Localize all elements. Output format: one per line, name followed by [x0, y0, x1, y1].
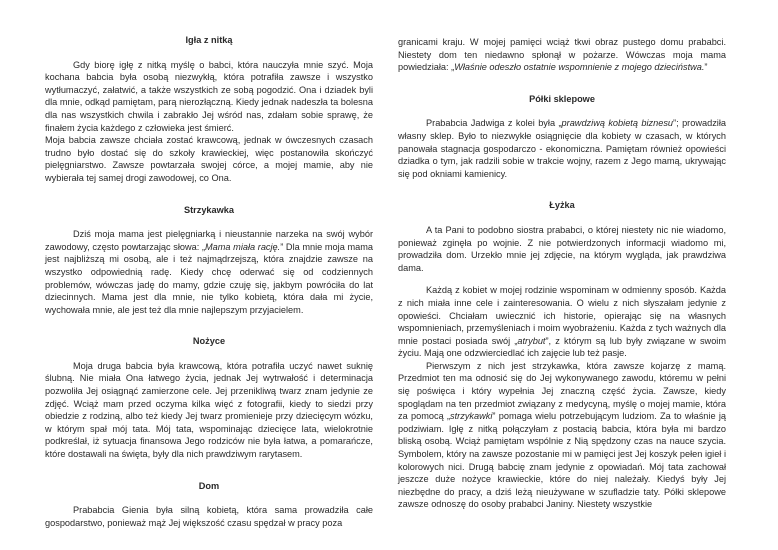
paragraph: Moja druga babcia była krawcową, która potrafiła uczyć nawet suknię ślubną. Nie miała Ona łatwego życia, jednak Jej wytrwałość i determinacja pozwoliła Jej osiągnąć zamierzone cele. Jej przenikliwą twarz znam jedynie ze zdjęć. Wciąż mam przed oczyma kilka więć z fotografii, kiedy to siedzi przy obiedzie z rodziną, albo też kiedy Jej twarz promienieje przy dziecięcym wózku, w którym spał mój tata. Mój tata, wspominając dziecięce lata, wielokrotnie podkreślał, iż sytuacja finansowa Jego rodziców nie była łatwa, a pomarańcze, które dostawali na święta, były dla nich prawdziwym rarytasem.: [45, 360, 373, 460]
paragraph: Pierwszym z nich jest strzykawka, która zawsze kojarzę z mamą. Przedmiot ten ma odnosić się do Jej wykonywanego zawodu, któremu w pełni się poświęca i który wypełnia Jej znaczną część życia. Zawsze, kiedy spoglądam na ten przedmiot związany z medycyną, myślę o mojej mamie, która za pomocą „strzykawki” pomaga wielu potrzebującym ludziom. Za to właśnie ją podziwiam. Igłę z nitką połączyłam z postacią babcia, która była mi bardzo bliską osobą. Wciąż pamiętam wspólnie z Nią spędzony czas na nauce szycia. Symbolem, który na zawsze pozostanie mi w pamięci jest Jej koszyk pełen igieł i kolorowych nici. Drugą babcię znam jedynie z opowiadań. Mój tata zachował jeszcze duże nożyce krawieckie, które do niej należały. Kiedyś były Jej niezbędne do pracy, a dziś leżą nieużywane w szufladzie taty. Półki sklepowe zawsze odnoszę do osoby prababci Janiny. Niestety wszystkie: [398, 360, 727, 510]
section-heading-igla: Igła z nitką: [185, 35, 233, 45]
paragraph: Każdą z kobiet w mojej rodzinie wspominam w odmienny sposób. Każda z nich miała inne cele i zainteresowania. O wielu z nich słyszałam jedynie z opowieści. Chciałam uwiecznić ich historie, opierając się na własnych wspomnieniach, przemyśleniach i moim wyobrażeniu. Każda z tych ważnych dla mnie postaci posiada swój „atrybut”, z którym są lub były związane w swoim życiu. Mają one odzwierciedlać ich zajęcie lub też pasje.: [398, 285, 726, 359]
section-heading-strzykawka: Strzykawka: [183, 204, 235, 215]
section-heading-lyzka: Łyżka: [549, 200, 575, 211]
section-heading-polki: Półki sklepowe: [529, 93, 595, 104]
quote: prawdziwą kobietą biznesu: [561, 118, 674, 129]
left-column: [45, 34, 373, 529]
quote: atrybut: [517, 335, 546, 346]
paragraph: granicami kraju. W mojej pamięci wciąż tkwi obraz pustego domu prababci. Niestety dom ten niedawno spłonął w pożarze. Wówczas moja mama powiedziała: „Właśnie odeszło ostatnie wspomnienie z mojego dzieciństwa.”: [398, 37, 726, 73]
paragraph: Gdy biorę igłę z nitką myślę o babci, która nauczyła mnie szyć. Moja kochana babcia była osobą niezwykłą, która potrafiła zawsze i wszystko wytłumaczyć, załatwić, a także wszystkich ze sobą pogodzić. Ona i dziadek byli dla mnie, odkąd pamiętam, parą nierozłączną. Kiedy jednak nadeszła ta bolesna dla nas wszystkich chwila i zabrakło Jej wśród nas, zdałam sobie sprawę, że finałem życia każdego z człowieka jest śmierć.: [45, 59, 373, 133]
quote: strzykawki: [450, 411, 493, 422]
quote: Właśnie odeszło ostatnie wspomnienie z mojego dzieciństwa.: [454, 62, 705, 73]
paragraph: Dziś moja mama jest pielęgniarką i nieustannie narzeka na swój wybór zawodowy, często powtarzając słowa: „Mama miała rację.” Dla mnie moja mama jest najbliższą mi osobą, ale i też najmądrzejszą, która znajdzie zawsze na wszystko odpowiednią radę. Kiedy chcę oderwać się od codziennych problemów, wówczas jadę do mamy, gdzie czuję się, jakbym powróciła do lat dziecinnych. Mama jest dla mnie, nie tylko kobietą, która dała mi życie, wychowała mnie, ale jest też dla mnie najlepszym przyjacielem.: [45, 229, 373, 315]
paragraph: Prababcia Gienia była silną kobietą, która sama prowadziła całe gospodarstwo, ponieważ mąż Jej większość czasu spędzał w pracy poza: [45, 505, 373, 528]
section-heading-dom: Dom: [198, 480, 220, 491]
paragraph: Moja babcia zawsze chciała zostać krawcową, jednak w ówczesnych czasach trudno było dostać się do szkoły krawieckiej, więc postanowiła skończyć pielęgniarstwo. Zawsze powtarzała swojej córce, a mojej mamie, aby nie wybierała tej samej drogi zawodowej, co Ona.: [45, 135, 373, 183]
paragraph: Prababcia Jadwiga z kolei była „prawdziwą kobietą biznesu”; prowadziła własny sklep. Było to niezwykłe osiągnięcie dla kobiety w czasach, w których panowała stagnacja gospodarczo - ekonomiczna. Pamiętam również opowieści dziadka o tym, jak radzili sobie w trakcie wojny, razem z Jego mamą, ukrywając się pod okniami kamienicy.: [398, 118, 726, 179]
quote: Mama miała rację.: [205, 241, 281, 252]
paragraph: A ta Pani to podobno siostra prababci, o której niestety nic nie wiadomo, ponieważ zginęła po wojnie. Z nie potwierdzonych informacji wiadomo mi, prowadziła dom. Urzekło mnie jej zdjęcie, na którym wygląda, jak prawdziwa dama.: [398, 224, 726, 273]
right-column: [398, 36, 726, 511]
section-heading-nozyce: Nożyce: [192, 336, 226, 347]
